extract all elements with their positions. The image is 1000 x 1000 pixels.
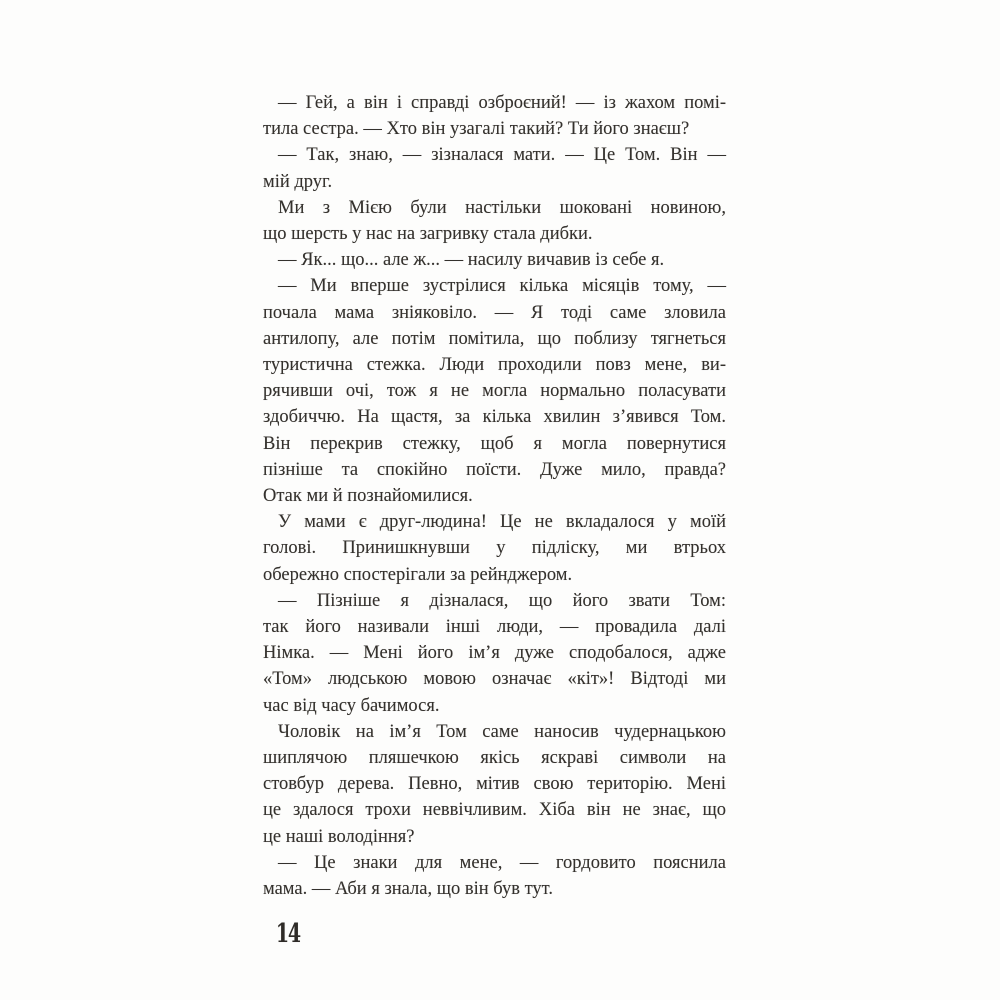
text-line: почала мама зніяковіло. — Я тоді саме зловила: [263, 302, 726, 323]
text-line: пізніше та спокійно поїсти. Дуже мило, правда?: [263, 459, 726, 480]
paragraph: [263, 719, 726, 850]
text-line: — Як... що... але ж... — насилу вичавив із себе я.: [278, 250, 665, 271]
page-number: 14: [276, 919, 300, 949]
paragraph: [263, 850, 726, 902]
text-line: що шерсть у нас на загривку стала дибки.: [263, 224, 593, 245]
text-line: тила сестра. — Хто він узагалі такий? Ти його знаєш?: [263, 119, 690, 140]
paragraph: [263, 509, 726, 588]
text-line: обережно спостерігали за рейнджером.: [263, 564, 573, 585]
text-line: антилопу, але потім помітила, що поблизу тягнеться: [263, 328, 726, 349]
text-line: стовбур дерева. Певно, мітив свою територію. Мені: [263, 774, 726, 795]
text-line: мій друг.: [263, 171, 333, 192]
paragraph: [263, 588, 726, 719]
paragraph: [263, 90, 726, 142]
text-line: — Пізніше я дізналася, що його звати Том:: [278, 590, 726, 611]
text-line: це здалося трохи неввічливим. Хіба він не знає, що: [263, 800, 726, 821]
paragraph: [263, 273, 726, 509]
text-line: це наші володіння?: [263, 826, 415, 847]
text-line: здобиччю. На щастя, за кілька хвилин з’явився Том.: [263, 407, 726, 428]
text-line: голові. Принишкнувши у підліску, ми втрьох: [263, 538, 726, 559]
text-line: мама. — Аби я знала, що він був тут.: [263, 879, 553, 900]
text-line: Отак ми й познайомилися.: [263, 486, 473, 507]
text-line: «Том» людською мовою означає «кіт»! Відтоді ми: [263, 669, 726, 690]
text-line: Чоловік на ім’я Том саме наносив чудернацькою: [278, 721, 726, 742]
text-line: час від часу бачимося.: [263, 695, 440, 716]
paragraph: [263, 247, 726, 273]
text-line: — Ми вперше зустрілися кілька місяців тому, —: [278, 276, 726, 297]
text-line: туристична стежка. Люди проходили повз мене, ви-: [263, 355, 726, 376]
text-line: — Гей, а він і справді озброєний! — із жахом помі-: [278, 93, 726, 113]
text-line: У мами є друг-людина! Це не вкладалося у моїй: [278, 512, 726, 533]
text-line: рячивши очі, тож я не могла нормально поласувати: [263, 381, 726, 402]
text-line: Ми з Мією були настільки шоковані новиною,: [278, 197, 726, 218]
text-line: Він перекрив стежку, щоб я могла повернутися: [263, 433, 726, 454]
text-line: так його називали інші люди, — провадила далі: [263, 617, 726, 638]
text-line: Німка. — Мені його ім’я дуже сподобалося, адже: [263, 643, 726, 664]
text-line: — Так, знаю, — зізналася мати. — Це Том. Він —: [278, 145, 726, 166]
text-line: — Це знаки для мене, — гордовито пояснила: [278, 852, 726, 873]
paragraph: [263, 195, 726, 247]
text-line: шиплячою пляшечкою якісь яскраві символи на: [263, 748, 726, 769]
page-text: [263, 90, 726, 902]
paragraph: [263, 142, 726, 194]
